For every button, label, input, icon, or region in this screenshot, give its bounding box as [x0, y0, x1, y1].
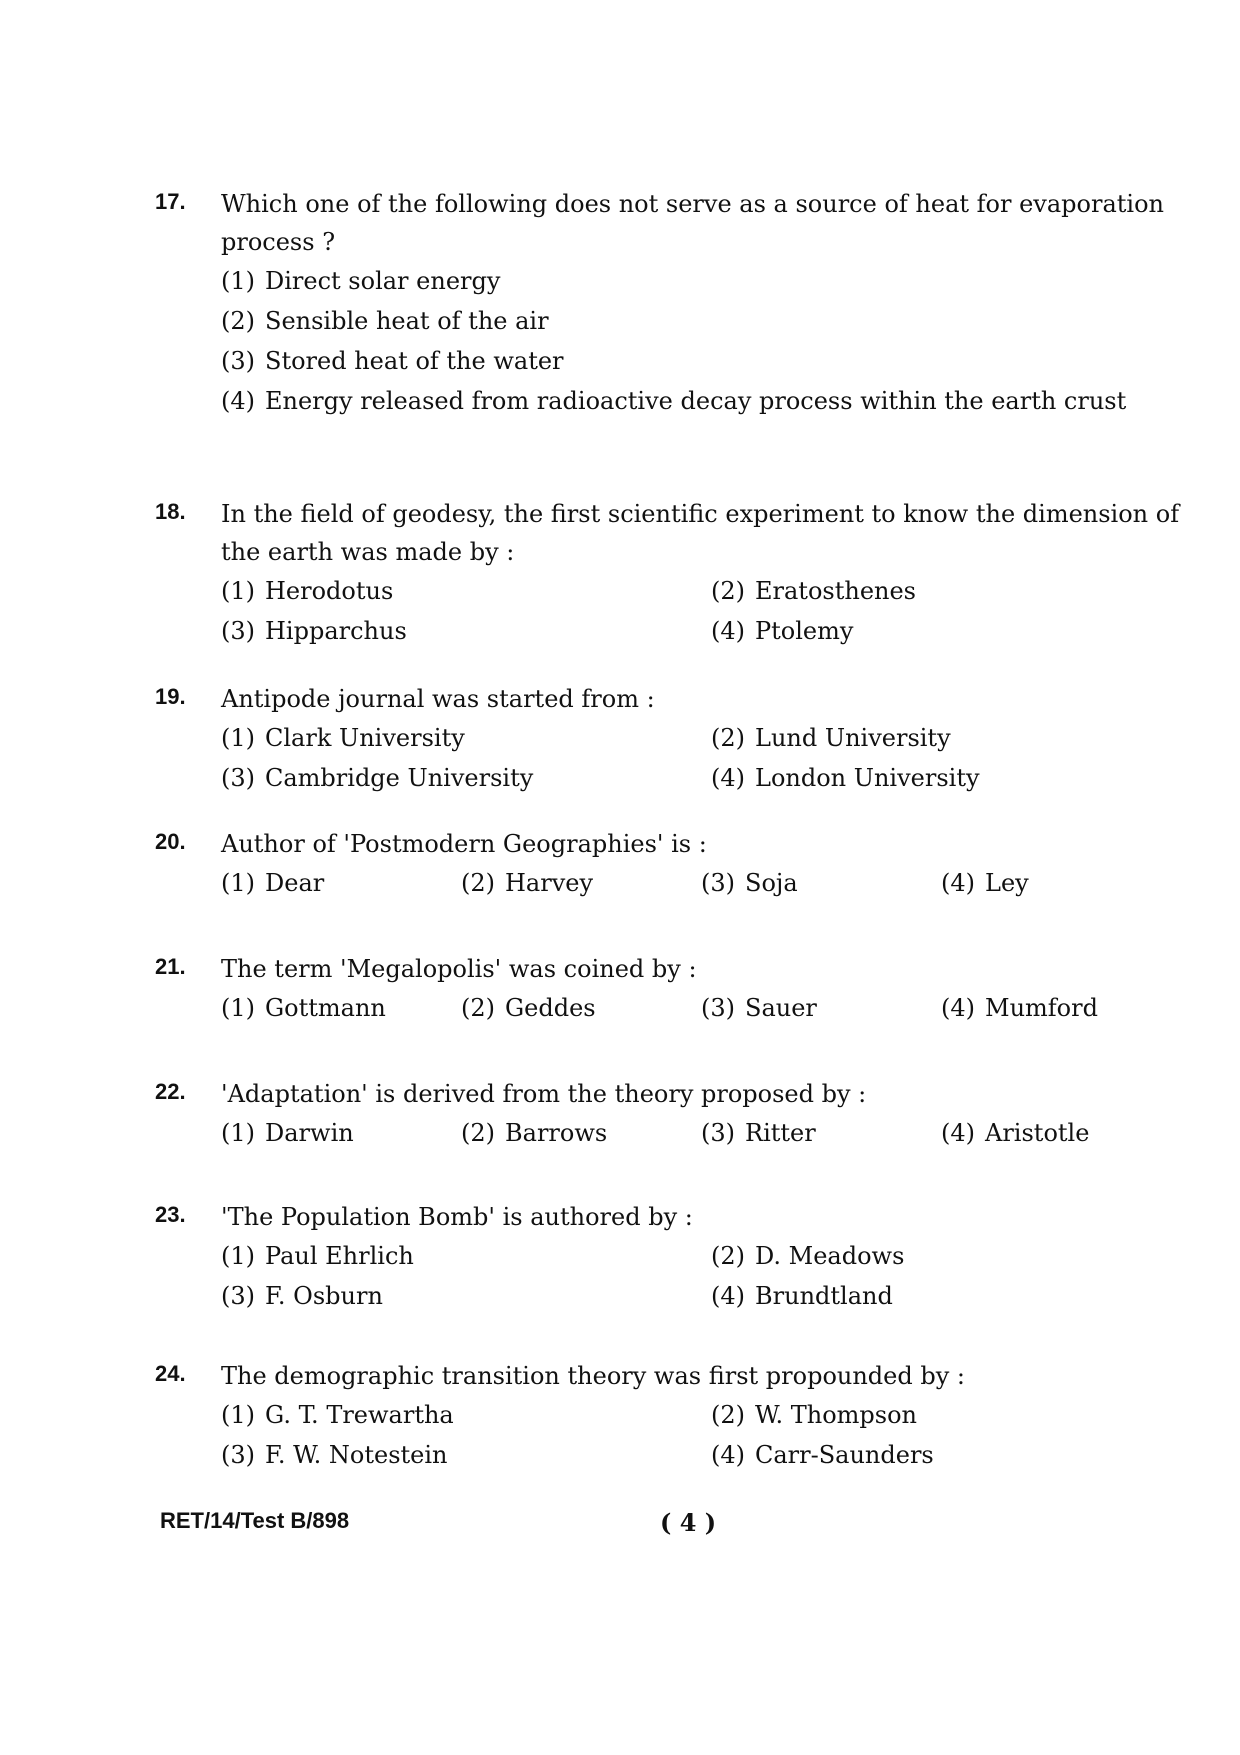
option-3: (3) Stored heat of the water	[221, 347, 564, 375]
question-number: 23.	[155, 1202, 186, 1227]
option-4: (4) Brundtland	[711, 1282, 893, 1310]
options-list	[221, 1113, 1185, 1153]
question-number: 22.	[155, 1079, 186, 1104]
options-list	[221, 261, 1185, 421]
option-1: (1) G. T. Trewartha	[221, 1401, 454, 1429]
option-3: (3) F. W. Notestein	[221, 1441, 448, 1469]
options-list	[221, 988, 1185, 1028]
option-1: (1) Direct solar energy	[221, 267, 501, 295]
option-3: (3) Cambridge University	[221, 764, 534, 792]
option-4: (4) Energy released from radioactive decay process within the earth crust	[221, 387, 1127, 415]
question-text: 'Adaptation' is derived from the theory proposed by :	[221, 1080, 867, 1108]
option-1: (1) Dear	[221, 869, 325, 897]
option-1: (1) Darwin	[221, 1119, 354, 1147]
question-24	[155, 1357, 1185, 1475]
option-4: (4) Carr-Saunders	[711, 1441, 934, 1469]
option-2: (2) Lund University	[711, 724, 951, 752]
question-number: 21.	[155, 954, 186, 979]
option-2: (2) Eratosthenes	[711, 577, 916, 605]
option-1: (1) Herodotus	[221, 577, 394, 605]
question-18	[155, 495, 1185, 651]
option-2: (2) Barrows	[461, 1119, 608, 1147]
question-number: 24.	[155, 1361, 186, 1386]
question-text: Which one of the following does not serve as a source of heat for evaporation process ?	[221, 190, 1164, 256]
question-19	[155, 680, 1185, 798]
option-2: (2) Geddes	[461, 994, 596, 1022]
question-text: Author of 'Postmodern Geographies' is :	[221, 830, 707, 858]
option-4: (4) London University	[711, 764, 980, 792]
question-number: 20.	[155, 829, 186, 854]
question-20	[155, 825, 1185, 903]
question-number: 17.	[155, 189, 186, 214]
option-1: (1) Paul Ehrlich	[221, 1242, 414, 1270]
question-22	[155, 1075, 1185, 1153]
option-3: (3) Hipparchus	[221, 617, 407, 645]
option-2: (2) Sensible heat of the air	[221, 307, 549, 335]
question-21	[155, 950, 1185, 1028]
options-list	[221, 863, 1185, 903]
option-4: (4) Ptolemy	[711, 617, 854, 645]
option-3: (3) Ritter	[701, 1119, 816, 1147]
paper-code: RET/14/Test B/898	[160, 1508, 350, 1533]
option-1: (1) Gottmann	[221, 994, 386, 1022]
option-1: (1) Clark University	[221, 724, 465, 752]
question-text: Antipode journal was started from :	[221, 685, 655, 713]
option-2: (2) D. Meadows	[711, 1242, 905, 1270]
options-list	[221, 1236, 1185, 1316]
option-4: (4) Ley	[941, 869, 1029, 897]
option-4: (4) Aristotle	[941, 1119, 1090, 1147]
question-17	[155, 185, 1185, 421]
options-list	[221, 1395, 1185, 1475]
option-4: (4) Mumford	[941, 994, 1098, 1022]
question-text: 'The Population Bomb' is authored by :	[221, 1203, 693, 1231]
question-number: 19.	[155, 684, 186, 709]
question-number: 18.	[155, 499, 186, 524]
question-text: The term 'Megalopolis' was coined by :	[221, 955, 697, 983]
question-text: The demographic transition theory was first propounded by :	[221, 1362, 965, 1390]
option-2: (2) Harvey	[461, 869, 594, 897]
question-23	[155, 1198, 1185, 1316]
options-list	[221, 718, 1185, 798]
question-text: In the field of geodesy, the first scientific experiment to know the dimension of the earth was made by :	[221, 500, 1180, 566]
option-3: (3) Sauer	[701, 994, 817, 1022]
page-number: ( 4 )	[660, 1508, 717, 1537]
option-3: (3) F. Osburn	[221, 1282, 383, 1310]
options-list	[221, 571, 1185, 651]
option-3: (3) Soja	[701, 869, 798, 897]
option-2: (2) W. Thompson	[711, 1401, 917, 1429]
